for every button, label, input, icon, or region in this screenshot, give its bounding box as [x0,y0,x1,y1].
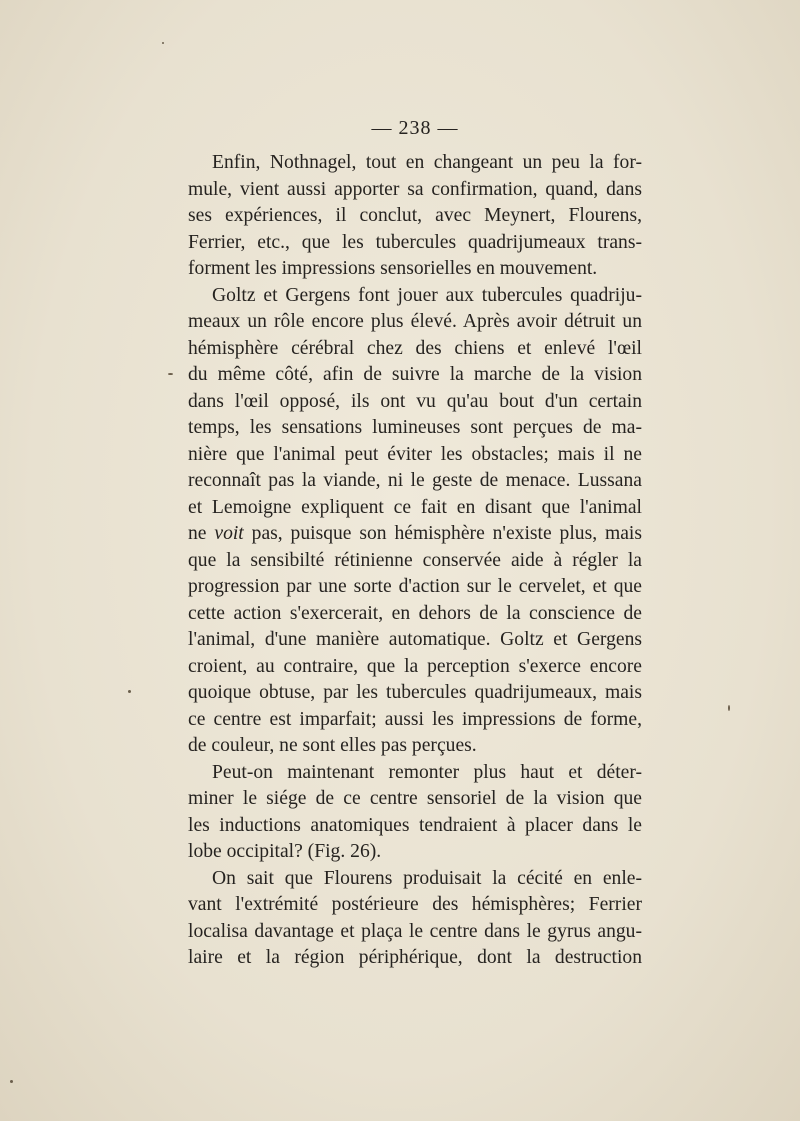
text-line: mule, vient aussi apporter sa confirmation, quand, dans [188,178,642,200]
paper-speck [728,705,730,711]
text-line: Peut-on maintenant remonter plus haut et déter- [212,761,642,783]
paper-speck [168,373,173,375]
text-line: les inductions anatomiques tendraient à placer dans le [188,814,642,836]
text-line: lobe occipital? (Fig. 26). [188,841,382,862]
text-line: forment les impressions sensorielles en mouvement. [188,258,598,279]
line-rest: pas, puisque son hémisphère n'existe plus, mais [251,523,642,544]
paper-speck [128,690,131,693]
text-line: quoique obtuse, par les tubercules quadrijumeaux, mais [188,682,642,703]
text-line: l'animal, d'une manière automatique. Goltz et Gergens [188,629,642,650]
text-line: Enfin, Nothnagel, tout en changeant un peu la for- [212,152,642,173]
text-line: meaux un rôle encore plus élevé. Après avoir détruit un [188,311,642,332]
italic-word: voit [214,523,244,544]
text-line: temps, les sensations lumineuses sont perçues de ma- [188,417,642,438]
text-line: On sait que Flourens produisait la cécité en enle- [212,867,642,889]
text-line: Goltz et Gergens font jouer aux tubercules quadriju- [212,284,642,306]
text-line: du même côté, afin de suivre la marche de la vision [188,364,642,385]
text-line: ce centre est imparfait; aussi les impressions de forme, [188,708,642,730]
text-line: localisa davantage et plaça le centre dans le gyrus angu- [188,920,642,942]
paper-speck [162,42,164,44]
text-line: de couleur, ne sont elles pas perçues. [188,735,477,756]
text-line: croient, au contraire, que la perception s'exerce encore [188,655,642,677]
text-line: laire et la région périphérique, dont la destruction [188,947,642,968]
paper-speck [10,1080,13,1083]
text-line: Ferrier, etc., que les tubercules quadrijumeaux trans- [188,231,642,253]
text-line: miner le siége de ce centre sensoriel de la vision que [188,788,642,809]
line-prefix: ne [188,523,207,544]
text-line: ses expériences, il conclut, avec Meynert, Flourens, [188,205,642,226]
text-line: hémisphère cérébral chez des chiens et enlevé l'œil [188,337,642,359]
text-line: dans l'œil opposé, ils ont vu qu'au bout d'un certain [188,390,642,412]
body-text [188,150,642,972]
text-line: que la sensibilté rétinienne conservée aide à régler la [188,549,642,571]
text-line: progression par une sorte d'action sur le cervelet, et que [188,576,642,597]
page-number: — 238 — [371,117,459,139]
text-line: vant l'extrémité postérieure des hémisphères; Ferrier [188,894,642,915]
text-line: cette action s'exercerait, en dehors de la conscience de [188,602,642,624]
text-line-with-italic [188,521,642,548]
text-line: et Lemoigne expliquent ce fait en disant que l'animal [188,496,642,518]
text-line: reconnaît pas la viande, ni le geste de menace. Lussana [188,470,642,491]
text-line: nière que l'animal peut éviter les obstacles; mais il ne [188,443,642,465]
